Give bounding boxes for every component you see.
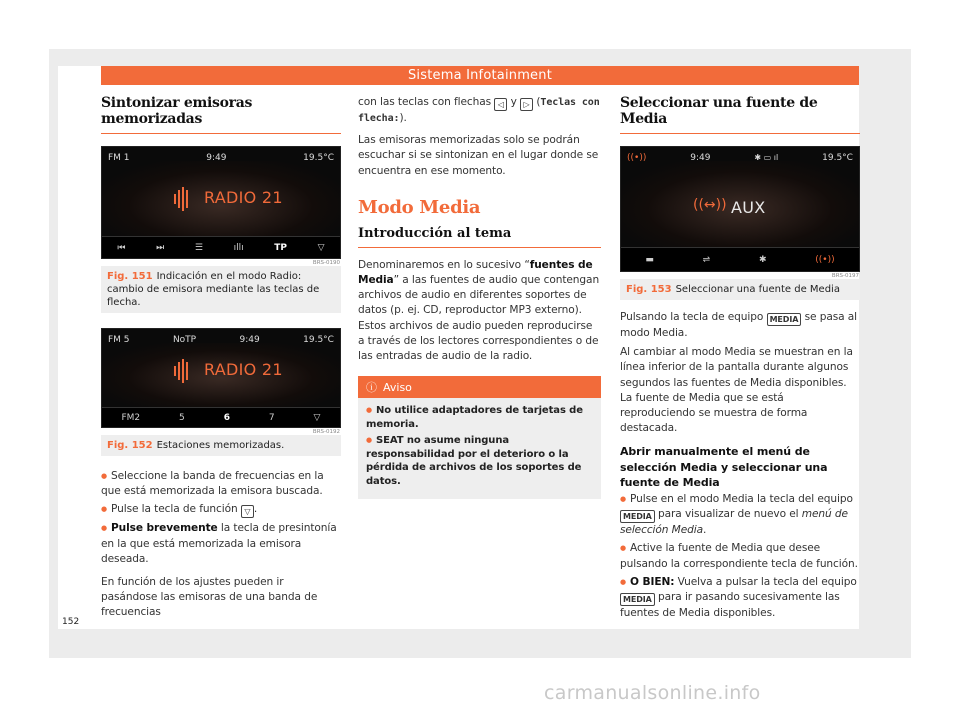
image-code: BRS-0197 bbox=[831, 273, 859, 279]
caption-text: Seleccionar una fuente de Media bbox=[675, 284, 840, 295]
preset-6: 6 bbox=[223, 412, 230, 423]
caption-text: Indicación en el modo Radio: cambio de emisora mediante las teclas de flecha. bbox=[107, 271, 320, 308]
next-icon: ⏭ bbox=[156, 242, 165, 253]
media-key-icon: MEDIA bbox=[620, 510, 655, 523]
sd-card-icon: ▬ bbox=[645, 254, 654, 265]
chapter-band: Sistema Infotainment bbox=[101, 66, 859, 85]
step-emphasis: Pulse brevemente bbox=[111, 522, 218, 535]
text: para ir pasando sucesivamente las fuentes de Media disponibles. bbox=[620, 591, 840, 620]
image-code: BRS-0192 bbox=[312, 429, 340, 435]
term: fuentes de Media bbox=[358, 258, 593, 287]
paragraph: En función de los ajustes pueden ir pasándose las emisoras de una banda de frecuencias bbox=[101, 576, 318, 619]
text: para visualizar de nuevo el bbox=[658, 508, 799, 521]
preset-band: FM2 bbox=[121, 412, 141, 423]
text: Pulsando la tecla de equipo bbox=[620, 311, 764, 323]
step-3 bbox=[620, 575, 860, 621]
left-arrow-key-icon: ◁ bbox=[494, 98, 507, 111]
scan-icon: ıllı bbox=[233, 242, 244, 253]
text: y bbox=[510, 96, 517, 108]
screen-term: Teclas con flecha: bbox=[358, 97, 600, 124]
column-middle bbox=[358, 95, 601, 499]
notice-box bbox=[358, 376, 601, 499]
paragraph-continued bbox=[358, 95, 601, 126]
caption-text: Estaciones memorizadas. bbox=[156, 440, 285, 451]
menu-softkey: ▽ bbox=[317, 242, 325, 253]
watermark: carmanualsonline.info bbox=[544, 682, 761, 704]
text: ( bbox=[536, 96, 541, 108]
subheading: Abrir manualmente el menú de selección Media y seleccionar una fuente de Media bbox=[620, 445, 828, 489]
menu-name: menú de selección Media bbox=[620, 508, 848, 537]
temperature: 19.5°C bbox=[303, 153, 334, 163]
figure-151 bbox=[101, 146, 341, 313]
text: Pulse en el modo Media la tecla del equipo bbox=[630, 493, 853, 506]
text: . bbox=[702, 524, 707, 537]
media-key-icon: MEDIA bbox=[620, 593, 655, 606]
section-heading: Seleccionar una fuente de Media bbox=[620, 95, 860, 134]
step-1 bbox=[620, 492, 860, 538]
step-text-end: . bbox=[253, 503, 258, 516]
figure-caption bbox=[620, 279, 860, 300]
paragraph: Las emisoras memorizadas solo se podrán escuchar si se sintonizan en el lugar donde se encuentra en ese momento. bbox=[358, 134, 599, 177]
bluetooth-icon: ✱ bbox=[758, 254, 767, 265]
step-2 bbox=[101, 502, 341, 518]
text: se pasa al modo Media. bbox=[620, 311, 858, 339]
column-left bbox=[101, 95, 341, 621]
clock: 9:49 bbox=[239, 335, 260, 345]
list-icon: ☰ bbox=[194, 242, 203, 253]
station-name: RADIO 21 bbox=[204, 188, 283, 207]
status-icons: ✱ ▭ ıl bbox=[754, 153, 779, 162]
section-title: Modo Media bbox=[358, 196, 481, 218]
station-name: RADIO 21 bbox=[204, 360, 283, 379]
text: Denominaremos en lo sucesivo “ bbox=[358, 258, 530, 271]
text: con las teclas con flechas bbox=[358, 96, 492, 108]
signal-bars-icon bbox=[174, 359, 188, 383]
step-1: ● Seleccione la banda de frecuencias en la que está memorizada la emisora buscada. bbox=[101, 469, 341, 499]
text: ” a las fuentes de audio que contengan archivos de audio en diferentes soportes de datos (p. ej. CD, reproductor MP3 externo). Estos archivos de audio pueden reproducirse a través de los lectores correspondientes o de las entradas de audio de la radio. bbox=[358, 274, 600, 363]
figure-caption bbox=[101, 435, 341, 456]
paragraph bbox=[620, 310, 860, 341]
notice-header bbox=[358, 376, 601, 398]
step-emphasis: O BIEN: bbox=[630, 575, 675, 588]
step-3 bbox=[101, 521, 341, 567]
paragraph: Al cambiar al modo Media se muestran en la línea inferior de la pantalla durante algunos segundos las fuentes de Media disponibles. La fuente de Media que se está reproduciendo se muestra de forma destacada. bbox=[620, 346, 853, 435]
preset-5: 5 bbox=[179, 412, 185, 423]
clock: 9:49 bbox=[690, 153, 711, 163]
aux-icon: ((↔)) bbox=[693, 197, 727, 213]
softkey-bar bbox=[102, 236, 340, 258]
prev-icon: ⏮ bbox=[117, 242, 126, 253]
tp-softkey: TP bbox=[274, 242, 288, 253]
menu-key-icon: ▽ bbox=[241, 505, 254, 518]
notice-item: ● No utilice adaptadores de tarjetas de memoria. bbox=[366, 404, 593, 431]
temperature: 19.5°C bbox=[822, 153, 853, 163]
aux-source-icon: ((•)) bbox=[815, 254, 835, 265]
preset-7: 7 bbox=[268, 412, 275, 423]
media-source-bar bbox=[621, 247, 859, 271]
radio-screen-image bbox=[101, 146, 341, 259]
image-code: BRS-0190 bbox=[312, 260, 340, 266]
menu-softkey: ▽ bbox=[313, 412, 321, 423]
right-arrow-key-icon: ▷ bbox=[520, 98, 533, 111]
band-label: FM 5 bbox=[108, 335, 130, 345]
subsection-heading: Introducción al tema bbox=[358, 226, 601, 248]
figure-number: Fig. 153 bbox=[626, 284, 672, 295]
section-heading: Sintonizar emisoras memorizadas bbox=[101, 95, 341, 134]
media-signal-icon: ((•)) bbox=[627, 153, 647, 163]
figure-153 bbox=[620, 146, 860, 300]
signal-bars-icon bbox=[174, 187, 188, 211]
preset-bar bbox=[102, 407, 340, 427]
text: ). bbox=[399, 112, 407, 124]
step-text: la tecla de presintonía en la que está memorizada la emisora deseada. bbox=[101, 522, 337, 565]
tp-status: NoTP bbox=[172, 335, 197, 345]
media-source: AUX bbox=[731, 198, 766, 217]
temperature: 19.5°C bbox=[303, 335, 334, 345]
presets-screen-image bbox=[101, 328, 341, 428]
text: Vuelva a pulsar la tecla del equipo bbox=[677, 575, 857, 588]
info-icon: ⓘ bbox=[366, 381, 377, 395]
column-right bbox=[620, 95, 860, 621]
usb-icon: ⇌ bbox=[702, 254, 711, 265]
notice-item: ● SEAT no asume ninguna responsabilidad por el deterioro o la pérdida de archivos de los soportes de datos. bbox=[366, 434, 593, 488]
figure-caption bbox=[101, 266, 341, 313]
figure-number: Fig. 152 bbox=[107, 440, 153, 451]
paragraph bbox=[358, 258, 601, 364]
clock: 9:49 bbox=[206, 153, 227, 163]
figure-152 bbox=[101, 328, 341, 456]
step-text: Pulse la tecla de función bbox=[111, 503, 238, 516]
band-label: FM 1 bbox=[108, 153, 130, 163]
media-screen-image bbox=[620, 146, 860, 272]
media-key-icon: MEDIA bbox=[767, 313, 802, 326]
figure-number: Fig. 151 bbox=[107, 271, 153, 282]
page-number: 152 bbox=[62, 617, 80, 627]
notice-title: Aviso bbox=[383, 380, 412, 394]
step-2: ● Active la fuente de Media que desee pulsando la correspondiente tecla de función. bbox=[620, 541, 860, 571]
